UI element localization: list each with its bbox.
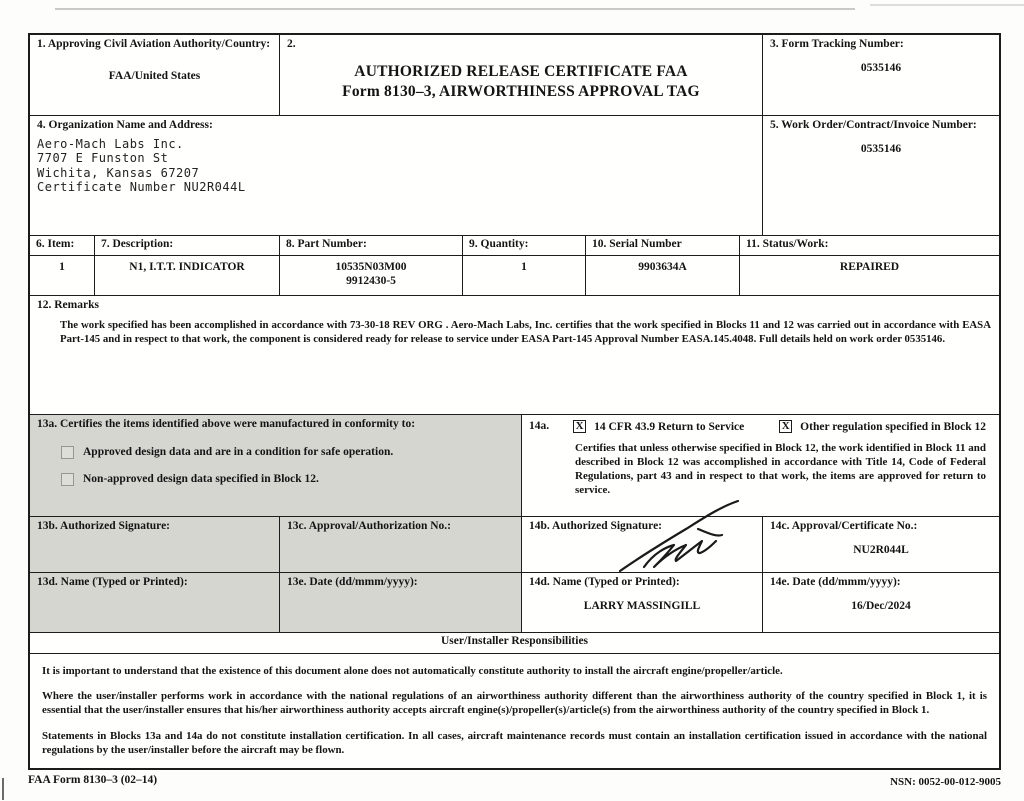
header-part-number: 8. Part Number: bbox=[286, 238, 367, 250]
block14c-label: 14c. Approval/Certificate No.: bbox=[770, 520, 918, 532]
block14c-value: NU2R044L bbox=[853, 543, 909, 556]
header-item: 6. Item: bbox=[36, 238, 75, 250]
other-regulation-row bbox=[779, 420, 986, 433]
block13e-label: 13e. Date (dd/mmm/yyyy): bbox=[287, 576, 418, 588]
block14a-number: 14a. bbox=[529, 420, 550, 432]
approved-design-label: Approved design data and are in a condition for safe operation. bbox=[83, 446, 394, 459]
block14e-label: 14e. Date (dd/mmm/yyyy): bbox=[770, 576, 901, 588]
scan-artifact-line bbox=[55, 8, 855, 10]
block5-label: 5. Work Order/Contract/Invoice Number: bbox=[770, 119, 977, 131]
block3-form-tracking-number bbox=[762, 35, 999, 115]
org-city: Wichita, Kansas 67207 bbox=[37, 165, 200, 180]
block3-label: 3. Form Tracking Number: bbox=[770, 38, 904, 50]
form-8130-3 bbox=[28, 33, 1001, 770]
form-title-line1: AUTHORIZED RELEASE CERTIFICATE FAA bbox=[354, 62, 688, 80]
block12-remarks bbox=[30, 295, 999, 414]
responsibilities-band bbox=[30, 632, 999, 653]
responsibilities-paragraph-2: Where the user/installer performs work in accordance with the national regulations of an airworthiness authority different than the airworthiness authority of the country specified in Block 1, it is essential that the user/installer ensures that his/her airworthiness authority accepts aircraft engine(s)/propeller(s)/article(s) from the airworthiness authority of the country specified in Block 1. bbox=[42, 690, 987, 717]
row-13a-14a bbox=[30, 414, 999, 516]
other-regulation-label: Other regulation specified in Block 12 bbox=[800, 420, 986, 433]
approved-design-checkbox[interactable] bbox=[61, 446, 74, 459]
header-serial-number: 10. Serial Number bbox=[592, 238, 682, 250]
block4-label: 4. Organization Name and Address: bbox=[37, 119, 213, 131]
block4-organization bbox=[30, 116, 762, 235]
remarks-text: The work specified has been accomplished in accordance with 73-30-18 REV ORG . Aero-Mach Labs, Inc. certifies that the work specified in Blocks 11 and 12 was carried out in accordance with EASA Part-145 and in respect to that work, the component is considered ready for release to service under EASA Part-145 Approval Number EASA.145.4048. Full details held on work order 0535146. bbox=[60, 318, 991, 345]
non-approved-design-label: Non-approved design data specified in Block 12. bbox=[83, 473, 319, 486]
part-number-line1: 10535N03M00 bbox=[335, 261, 407, 273]
other-regulation-checkbox[interactable]: X bbox=[779, 420, 792, 433]
block2-certificate-title bbox=[279, 35, 762, 115]
block12-label: 12. Remarks bbox=[37, 299, 99, 311]
block14d-label: 14d. Name (Typed or Printed): bbox=[529, 576, 680, 588]
block14e-date bbox=[762, 573, 999, 632]
row-blocks-1-3 bbox=[30, 35, 999, 115]
org-certificate: Certificate Number NU2R044L bbox=[37, 179, 246, 194]
responsibilities-paragraph-1: It is important to understand that the existence of this document alone does not automatically constitute authority to install the aircraft engine/propeller/article. bbox=[42, 665, 783, 677]
block2-number: 2. bbox=[287, 38, 296, 50]
responsibilities-paragraph-3: Statements in Blocks 13a and 14a do not constitute installation certification. In all cases, aircraft maintenance records must contain an installation certification issued in accordance with the national regulations by the user/installer before the aircraft may be flown. bbox=[42, 729, 987, 756]
cfr-439-checkbox[interactable]: X bbox=[573, 420, 586, 433]
block14b-label: 14b. Authorized Signature: bbox=[529, 520, 663, 532]
block13a-conformity bbox=[30, 415, 521, 516]
block14d-name bbox=[521, 573, 762, 632]
scan-artifact-line bbox=[870, 4, 1024, 6]
block13b-authorized-signature bbox=[30, 517, 279, 572]
form-title-line2: Form 8130–3, AIRWORTHINESS APPROVAL TAG bbox=[342, 82, 700, 100]
non-approved-design-row bbox=[61, 473, 514, 486]
serial-number-value: 9903634A bbox=[638, 261, 687, 273]
block14b-authorized-signature bbox=[521, 517, 762, 572]
non-approved-design-checkbox[interactable] bbox=[61, 473, 74, 486]
block13d-label: 13d. Name (Typed or Printed): bbox=[37, 576, 188, 588]
responsibilities-text bbox=[30, 653, 999, 757]
block13d-name bbox=[30, 573, 279, 632]
block13c-approval-authorization-no bbox=[279, 517, 521, 572]
block13a-label: 13a. Certifies the items identified above were manufactured in conformity to: bbox=[37, 418, 416, 430]
row-name-date bbox=[30, 572, 999, 632]
form-number-footer: FAA Form 8130–3 (02–14) bbox=[28, 774, 158, 786]
item-table-header bbox=[30, 235, 999, 255]
cfr-439-row bbox=[573, 420, 744, 433]
cfr-439-label: 14 CFR 43.9 Return to Service bbox=[594, 420, 745, 433]
block1-value: FAA/United States bbox=[108, 69, 201, 82]
header-quantity: 9. Quantity: bbox=[469, 238, 529, 250]
block13c-label: 13c. Approval/Authorization No.: bbox=[287, 520, 451, 532]
responsibilities-title: User/Installer Responsibilities bbox=[440, 635, 589, 647]
description-value: N1, I.T.T. INDICATOR bbox=[129, 261, 245, 273]
row-blocks-4-5 bbox=[30, 115, 999, 235]
block13b-label: 13b. Authorized Signature: bbox=[37, 520, 171, 532]
block1-label: 1. Approving Civil Aviation Authority/Country: bbox=[37, 38, 271, 50]
scan-artifact-tick bbox=[2, 778, 4, 800]
block14a-header bbox=[529, 420, 992, 433]
quantity-value: 1 bbox=[521, 261, 527, 273]
block5-value: 0535146 bbox=[860, 142, 902, 155]
form-title bbox=[287, 62, 755, 102]
header-status-work: 11. Status/Work: bbox=[746, 238, 829, 250]
organization-address bbox=[37, 137, 755, 195]
block14a-return-to-service bbox=[521, 415, 999, 516]
nsn-footer: NSN: 0052-00-012-9005 bbox=[890, 776, 1001, 788]
block3-value: 0535146 bbox=[860, 61, 902, 74]
approved-design-row bbox=[61, 446, 514, 459]
block14d-value: LARRY MASSINGILL bbox=[583, 599, 701, 612]
row-signature-approval bbox=[30, 516, 999, 572]
item-table-row bbox=[30, 255, 999, 295]
part-number-line2: 9912430-5 bbox=[346, 275, 396, 288]
org-street: 7707 E Funston St bbox=[37, 151, 169, 166]
block5-work-order-number bbox=[762, 116, 999, 235]
item-value: 1 bbox=[59, 261, 65, 273]
org-name: Aero-Mach Labs Inc. bbox=[37, 136, 184, 151]
header-description: 7. Description: bbox=[101, 238, 174, 250]
block14a-certification-text: Certifies that unless otherwise specified in Block 12, the work identified in Block 11 and described in Block 12 was accomplished in accordance with Title 14, Code of Federal Regulations, part 43 and in respect to that work, the items are approved for return to service. bbox=[575, 442, 986, 497]
block14e-value: 16/Dec/2024 bbox=[851, 599, 911, 612]
block1-approving-authority bbox=[30, 35, 279, 115]
block13e-date bbox=[279, 573, 521, 632]
status-work-value: REPAIRED bbox=[839, 261, 900, 273]
block14c-approval-certificate-no bbox=[762, 517, 999, 572]
